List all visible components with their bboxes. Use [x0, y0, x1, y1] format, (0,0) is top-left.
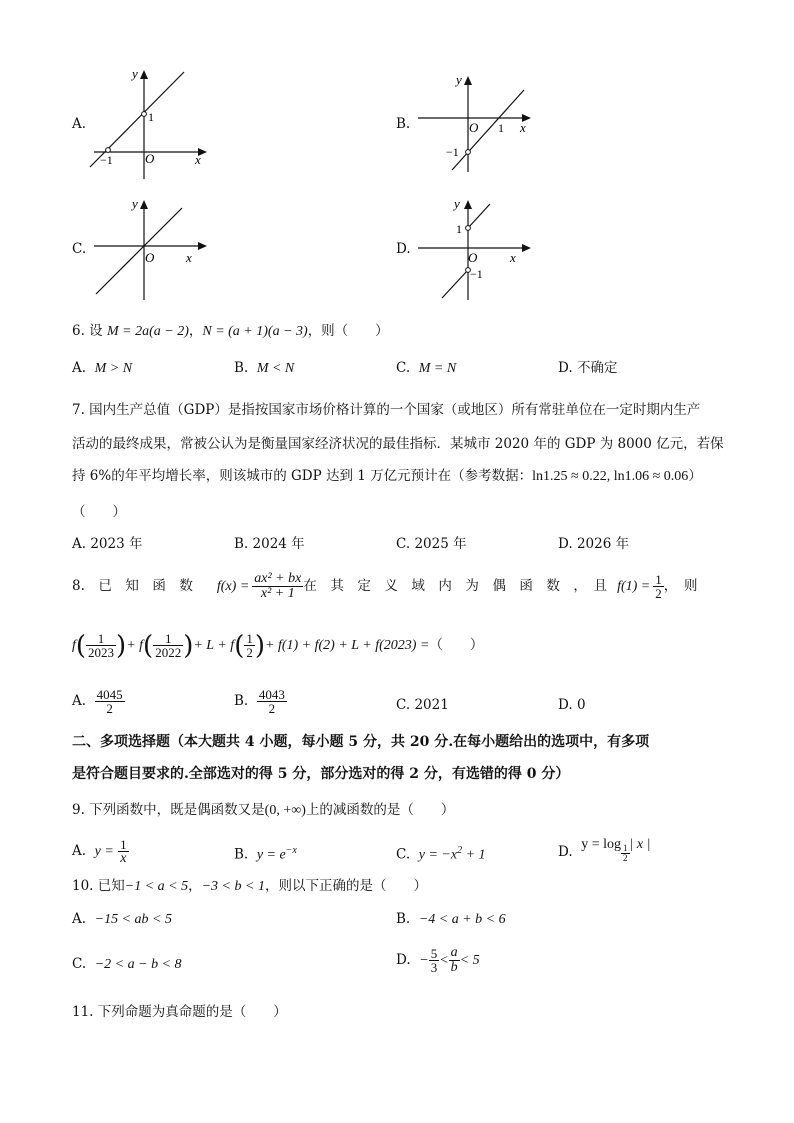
graph-b-x-intercept: 1 [498, 121, 504, 135]
q6-option-a[interactable]: A. M > N [72, 360, 133, 376]
graph-d-y-bottom-label: −1 [470, 267, 483, 281]
graph-a [88, 64, 218, 184]
graph-b-y-intercept: −1 [446, 145, 459, 159]
graph-a-y-label: y [132, 66, 138, 81]
q7-line-3: 持 6%的年平均增长率，则该城市的 GDP 达到 1 万亿元预计在（参考数据：ln1.25 ≈ 0.22, ln1.06 ≈ 0.06） [72, 468, 702, 484]
q10-condition-b: −3 < b < 1 [201, 879, 265, 894]
q8-stem-line-1: 8. 已 知 函 数 f(x) = $\frac{\text{ax² + bx}}{\text{x² + 1}}$ 在 其 定 义 域 内 为 偶 函 数 ， 且 f(1) = $\frac{1}{2}$ ， 则 [72, 571, 698, 601]
q9-option-d[interactable]: D. y = log $\frac{1}{2}$ | x | [558, 837, 651, 863]
q7-option-d[interactable]: D. 2026 年 [558, 536, 630, 552]
graph-d-origin-label: O [468, 250, 478, 265]
graph-a-x-label: x [195, 152, 201, 167]
q6-option-c[interactable]: C. M = N [396, 360, 457, 376]
graph-d [412, 194, 542, 304]
graph-a-option-label: A. [72, 116, 87, 132]
section-2-header-line-2: 是符合题目要求的.全部选对的得 5 分，部分选对的得 2 分，有选错的得 0 分） [72, 766, 570, 782]
q6-option-d[interactable]: D. 不确定 [558, 360, 618, 376]
graph-b-option-label: B. [396, 116, 411, 132]
graph-d-x-label: x [510, 250, 516, 265]
q10-option-c[interactable]: C. −2 < a − b < 8 [72, 956, 182, 972]
graph-b-x-label: x [520, 120, 526, 135]
q7-option-c[interactable]: C. 2025 年 [396, 536, 467, 552]
q10-option-b[interactable]: B. −4 < a + b < 6 [396, 911, 506, 927]
graph-b-origin-label: O [469, 120, 479, 135]
graph-a-origin-label: O [145, 151, 155, 166]
q7-option-b[interactable]: B. 2024 年 [234, 536, 305, 552]
graph-d-y-label: y [454, 196, 460, 211]
graph-a-x-intercept: −1 [100, 153, 113, 167]
graph-d-y-top-label: 1 [456, 222, 462, 236]
q7-line-1: 7. 国内生产总值（GDP）是指按国家市场价格计算的一个国家（或地区）所有常驻单位在一定时期内生产 [72, 402, 701, 418]
q10-option-d[interactable]: D. − $\frac{5}{3}$ < $\frac{a}{b}$ < 5 [396, 945, 480, 975]
graph-b [412, 70, 542, 180]
section-2-header-line-1: 二、多项选择题（本大题共 4 小题，每小题 5 分，共 20 分.在每小题给出的选项中，有多项 [72, 734, 650, 750]
q6-stem: 6. 设 M = 2a(a − 2)，N = (a + 1)(a − 3)，则（ ） [72, 323, 389, 339]
q6-n-expr: N = (a + 1)(a − 3) [202, 324, 308, 339]
q9-option-b[interactable]: B. $y = e^{-x}$ [234, 845, 297, 863]
q6-option-b[interactable]: B. M < N [234, 360, 295, 376]
q10-option-a[interactable]: A. −15 < ab < 5 [72, 911, 172, 927]
graph-c-x-label: x [186, 250, 192, 265]
q7-option-a[interactable]: A. 2023 年 [72, 536, 143, 552]
graph-c-origin-label: O [145, 250, 155, 265]
graph-b-y-label: y [456, 72, 462, 87]
graph-d-option-label: D. [396, 241, 411, 257]
q9-stem: 9. 下列函数中，既是偶函数又是(0, +∞)上的减函数的是（ ） [72, 802, 455, 818]
q9-option-c[interactable]: C. $y = -x^2 + 1$ [396, 845, 486, 863]
q10-condition-a: −1 < a < 5 [124, 879, 189, 894]
graph-c-option-label: C. [72, 241, 87, 257]
q8-option-b[interactable]: B. $\frac{4043}{2}$ [234, 687, 285, 716]
q8-option-c[interactable]: C. 2021 [396, 697, 449, 713]
q10-stem: 10. 已知−1 < a < 5，−3 < b < 1，则以下正确的是（ ） [72, 878, 427, 894]
graph-c-y-label: y [132, 196, 138, 211]
q7-reference-data: ln1.25 ≈ 0.22, ln1.06 ≈ 0.06 [532, 469, 689, 484]
q8-option-a[interactable]: A. $\frac{4045}{2}$ [72, 687, 123, 716]
q8-stem-line-2: f ( $\frac{1}{2023}$ ) + f ( $\frac{1}{2022}$ ) + L + f ( $\frac{1}{2}$ ) + f(1) + f(2) + L + f(2023) = （ ） [72, 630, 484, 661]
q7-answer-bracket: （ ） [72, 504, 126, 520]
q7-line-2: 活动的最终成果，常被公认为是衡量国家经济状况的最佳指标．某城市 2020 年的 GDP 为 8000 亿元，若保 [72, 436, 724, 452]
q9-interval: (0, +∞) [264, 803, 306, 818]
q11-stem: 11. 下列命题为真命题的是（ ） [72, 1004, 287, 1020]
q6-m-expr: M = 2a(a − 2) [106, 324, 189, 339]
q9-option-a[interactable]: A. y = $\frac{1}{x}$ [72, 837, 127, 866]
graph-a-y-intercept: 1 [148, 110, 154, 124]
q8-option-d[interactable]: D. 0 [558, 697, 586, 713]
graph-c [88, 194, 218, 304]
